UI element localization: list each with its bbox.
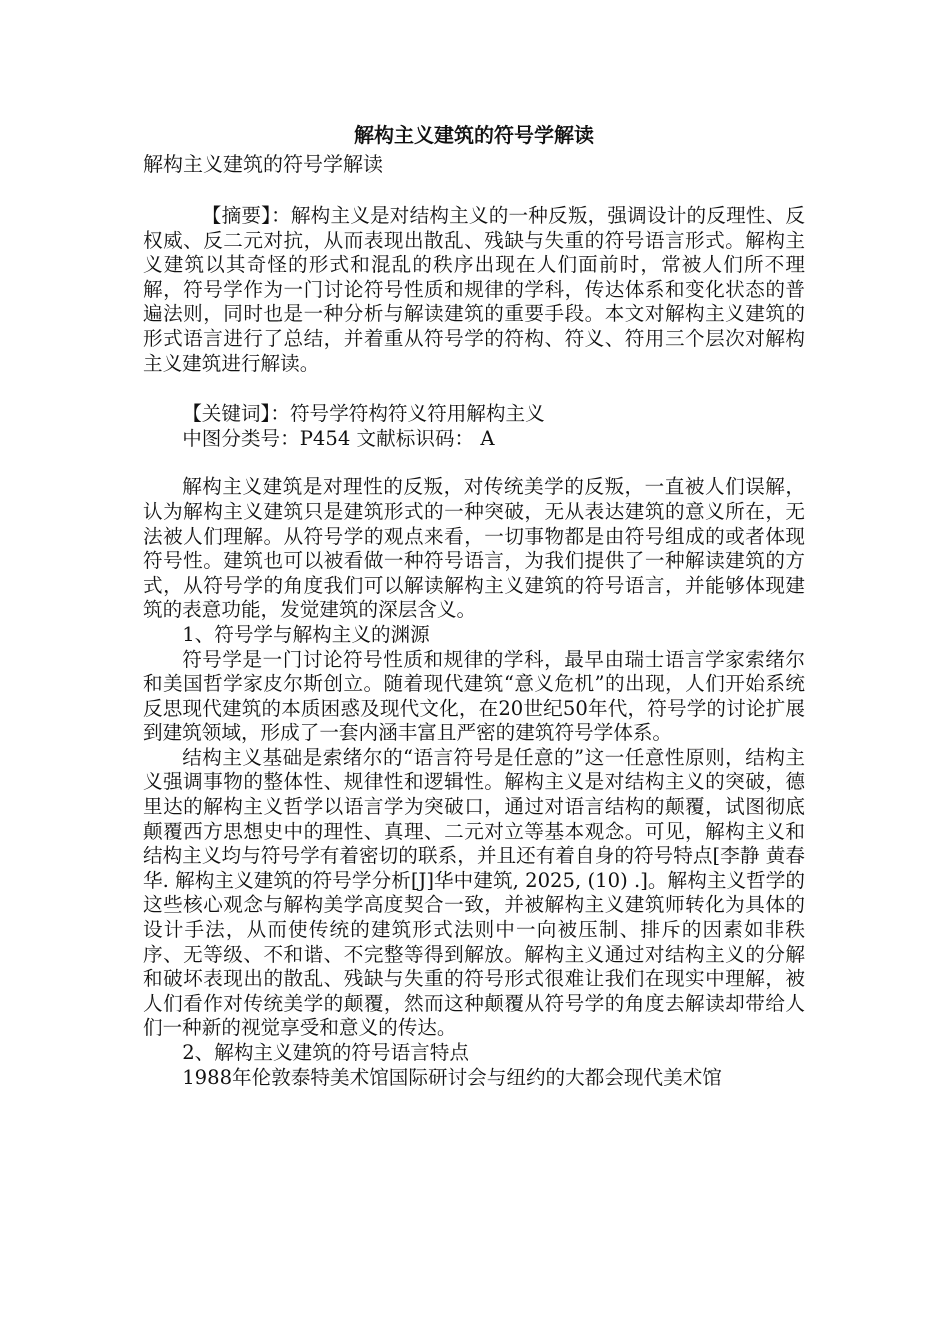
section-1-heading: 1、符号学与解构主义的渊源 — [182, 622, 430, 646]
keywords-text: ：符号学符构符义符用解构主义 — [270, 402, 545, 426]
document-page — [143, 120, 805, 1090]
intro-paragraph: 解构主义建筑是对理性的反叛，对传统美学的反叛，一直被人们误解，认为解构主义建筑只是建筑形式的一种突破，无从表达建筑的意义所在，无法被人们理解。从符号学的观点来看，一切事物都是由符号组成的或者体现符号性。建筑也可以被看做一种符号语言，为我们提供了一种解读建筑的方式，从符号学的角度我们可以解读解构主义建筑的符号语言，并能够体现建筑的表意功能，发觉建筑的深层含义。 — [143, 475, 805, 622]
spacer — [143, 376, 805, 402]
keywords-line — [143, 402, 805, 427]
document-title: 解构主义建筑的符号学解读 — [354, 123, 594, 147]
classification-line: 中图分类号：P454 文献标识码： A — [182, 426, 495, 450]
section-1-paragraph-1: 符号学是一门讨论符号性质和规律的学科，最早由瑞士语言学家索绪尔和美国哲学家皮尔斯创立。随着现代建筑“意义危机”的出现，人们开始系统反思现代建筑的本质困惑及现代文化，在20世纪50年代，符号学的讨论扩展到建筑领域，形成了一套内涵丰富且严密的建筑符号学体系。 — [143, 647, 805, 745]
spacer — [143, 178, 805, 204]
spacer — [143, 451, 805, 475]
keywords-label: 【关键词】 — [182, 402, 271, 426]
section-1-paragraph-2: 结构主义基础是索绪尔的“语言符号是任意的”这一任意性原则，结构主义强调事物的整体性、规律性和逻辑性。解构主义是对结构主义的突破，德里达的解构主义哲学以语言学为突破口，通过对语言结构的颠覆，试图彻底颠覆西方思想史中的理性、真理、二元对立等基本观念。可见，解构主义和结构主义均与符号学有着密切的联系，并且还有着自身的符号特点[李静 黄春华. 解构主义建筑的符号学分析[J]华中建筑, 2025, (10) .]。解构主义哲学的这些核心观念与解构美学高度契合一致，并被解构主义建筑师转化为具体的设计手法，从而使传统的建筑形式法则中一向被压制、排斥的因素如非秩序、无等级、不和谐、不完整等得到解放。解构主义通过对结构主义的分解和破坏表现出的散乱、残缺与失重的符号形式很难让我们在现实中理解，被人们看作对传统美学的颠覆，然而这种颠覆从符号学的角度去解读却带给人们一种新的视觉享受和意义的传达。 — [143, 745, 805, 1040]
section-2-paragraph-1: 1988年伦敦泰特美术馆国际研讨会与纽约的大都会现代美术馆 — [182, 1065, 722, 1089]
document-subtitle: 解构主义建筑的符号学解读 — [143, 152, 383, 176]
abstract-paragraph — [143, 204, 805, 376]
abstract-text: ：解构主义是对结构主义的一种反叛，强调设计的反理性、反权威、反二元对抗，从而表现出散乱、残缺与失重的符号语言形式。解构主义建筑以其奇怪的形式和混乱的秩序出现在人们面前时，常被人们所不理解，符号学作为一门讨论符号性质和规律的学科，传达体系和变化状态的普遍法则，同时也是一种分析与解读建筑的重要手段。本文对解构主义建筑的形式语言进行了总结，并着重从符号学的符构、符义、符用三个层次对解构主义建筑进行解读。 — [143, 204, 806, 375]
section-2-heading: 2、解构主义建筑的符号语言特点 — [182, 1041, 469, 1064]
abstract-label: 【摘要】 — [201, 204, 272, 227]
